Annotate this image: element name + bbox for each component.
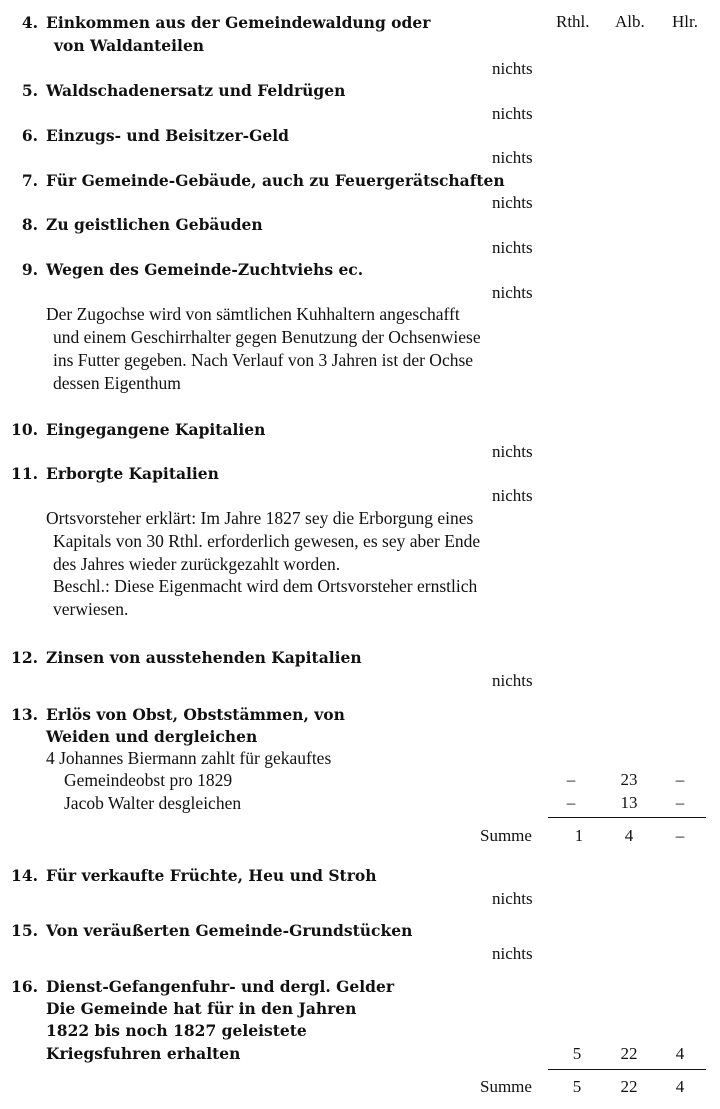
section-number: 12. bbox=[11, 648, 38, 667]
column-header-alb: Alb. bbox=[615, 12, 645, 31]
nichts-label: nichts bbox=[492, 59, 533, 78]
section-title: Wegen des Gemeinde-Zuchtviehs ec. bbox=[46, 260, 364, 279]
section-title-cont: Kriegsfuhren erhalten bbox=[46, 1044, 241, 1063]
sum-label: Summe bbox=[480, 826, 532, 845]
note-line: dessen Eigenthum bbox=[53, 373, 181, 393]
section-title-cont: 1822 bis noch 1827 geleistete bbox=[46, 1021, 307, 1040]
section-number: 13. bbox=[11, 705, 38, 724]
section-title: Zinsen von ausstehenden Kapitalien bbox=[46, 648, 362, 667]
section-title-cont: Die Gemeinde hat für in den Jahren bbox=[46, 999, 357, 1018]
nichts-label: nichts bbox=[492, 486, 533, 505]
section-number: 5. bbox=[21, 81, 38, 100]
section-title: Für Gemeinde-Gebäude, auch zu Feuergerätschaften bbox=[46, 171, 505, 190]
entry-rthl: – bbox=[566, 770, 576, 789]
section-number: 16. bbox=[11, 977, 38, 996]
section-number: 4. bbox=[21, 13, 38, 32]
entry-text: Jacob Walter desgleichen bbox=[64, 793, 242, 813]
sum-label: Summe bbox=[480, 1077, 532, 1096]
note-line: des Jahres wieder zurückgezahlt worden. bbox=[53, 554, 341, 574]
section-title: Von veräußerten Gemeinde-Grundstücken bbox=[46, 921, 413, 940]
nichts-label: nichts bbox=[492, 193, 533, 212]
section-number: 14. bbox=[11, 866, 38, 885]
note-line: Der Zugochse wird von sämtlichen Kuhhaltern angeschafft bbox=[46, 304, 460, 324]
section-title: Zu geistlichen Gebäuden bbox=[46, 215, 263, 234]
nichts-label: nichts bbox=[492, 944, 533, 963]
note-line: verwiesen. bbox=[53, 599, 129, 619]
entry-alb: 13 bbox=[620, 793, 638, 812]
note-line: Beschl.: Diese Eigenmacht wird dem Ortsvorsteher ernstlich bbox=[53, 576, 478, 596]
entry-hlr: – bbox=[675, 770, 685, 789]
section-title-cont: Weiden und dergleichen bbox=[46, 727, 258, 746]
section-title: Einzugs- und Beisitzer-Geld bbox=[46, 126, 289, 145]
section-number: 9. bbox=[21, 260, 38, 279]
section-title: Erlös von Obst, Obststämmen, von bbox=[46, 705, 345, 724]
sum-alb: 22 bbox=[620, 1077, 638, 1096]
entry-hlr: 4 bbox=[675, 1044, 685, 1063]
section-title: Einkommen aus der Gemeindewaldung oder bbox=[46, 13, 431, 32]
section-number: 11. bbox=[11, 464, 38, 483]
entry-alb: 23 bbox=[620, 770, 638, 789]
entry-text: Gemeindeobst pro 1829 bbox=[64, 770, 233, 790]
section-title: Eingegangene Kapitalien bbox=[46, 420, 266, 439]
section-number: 10. bbox=[11, 420, 38, 439]
entry-text: 4 Johannes Biermann zahlt für gekauftes bbox=[46, 748, 332, 768]
nichts-label: nichts bbox=[492, 889, 533, 908]
section-title: Dienst-Gefangenfuhr- und dergl. Gelder bbox=[46, 977, 395, 996]
section-number: 15. bbox=[11, 921, 38, 940]
nichts-label: nichts bbox=[492, 283, 533, 302]
sum-rule bbox=[548, 817, 706, 818]
entry-hlr: – bbox=[675, 793, 685, 812]
sum-rthl: 1 bbox=[574, 826, 584, 845]
section-title: Erborgte Kapitalien bbox=[46, 464, 219, 483]
nichts-label: nichts bbox=[492, 442, 533, 461]
nichts-label: nichts bbox=[492, 671, 533, 690]
note-line: Kapitals von 30 Rthl. erforderlich gewesen, es sey aber Ende bbox=[53, 531, 481, 551]
column-header-rthl: Rthl. bbox=[556, 12, 590, 31]
section-title-cont: von Waldanteilen bbox=[54, 36, 205, 55]
note-line: und einem Geschirrhalter gegen Benutzung der Ochsenwiese bbox=[53, 327, 481, 347]
sum-alb: 4 bbox=[624, 826, 634, 845]
sum-hlr: 4 bbox=[675, 1077, 685, 1096]
section-number: 8. bbox=[21, 215, 38, 234]
column-header-hlr: Hlr. bbox=[672, 12, 698, 31]
nichts-label: nichts bbox=[492, 148, 533, 167]
sum-rthl: 5 bbox=[572, 1077, 582, 1096]
entry-rthl: – bbox=[566, 793, 576, 812]
entry-alb: 22 bbox=[620, 1044, 638, 1063]
note-line: Ortsvorsteher erklärt: Im Jahre 1827 sey die Erborgung eines bbox=[46, 508, 474, 528]
section-number: 7. bbox=[21, 171, 38, 190]
nichts-label: nichts bbox=[492, 104, 533, 123]
sum-rule bbox=[548, 1069, 706, 1070]
section-number: 6. bbox=[21, 126, 38, 145]
section-title: Für verkaufte Früchte, Heu und Stroh bbox=[46, 866, 377, 885]
entry-rthl: 5 bbox=[572, 1044, 582, 1063]
section-title: Waldschadenersatz und Feldrügen bbox=[46, 81, 346, 100]
note-line: ins Futter gegeben. Nach Verlauf von 3 Jahren ist der Ochse bbox=[53, 350, 474, 370]
nichts-label: nichts bbox=[492, 238, 533, 257]
sum-hlr: – bbox=[675, 826, 685, 845]
